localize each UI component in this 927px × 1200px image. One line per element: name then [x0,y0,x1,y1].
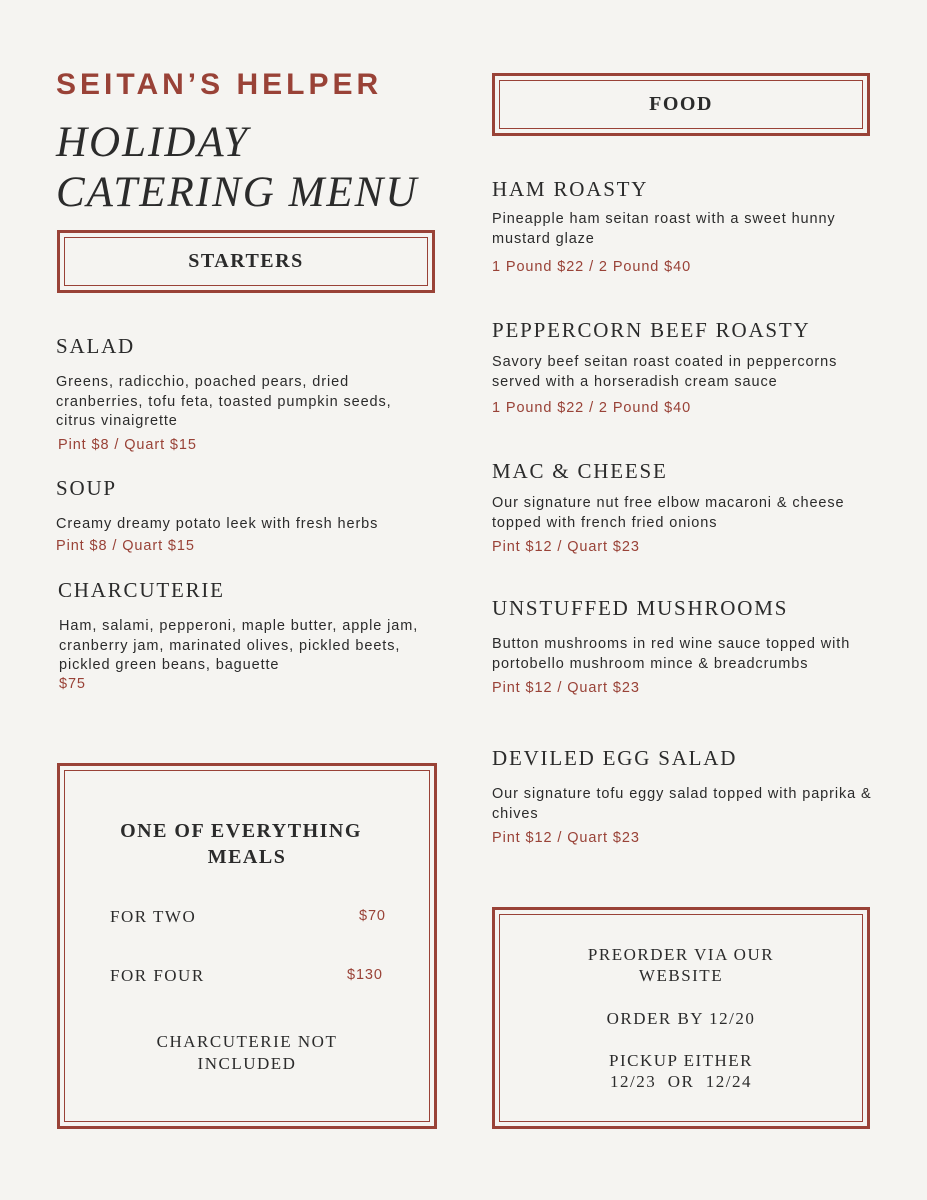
menu-item-charcuterie [58,578,438,692]
item-description: Our signature nut free elbow macaroni & cheese topped with french fried onions [492,495,845,531]
title-line-1: HOLIDAY [56,119,250,166]
meal-option-label: FOR TWO [110,907,197,926]
meals-note-line-2: INCLUDED [197,1054,297,1073]
food-heading-box [492,73,870,136]
item-description: Button mushrooms in red wine sauce topped with portobello mushroom mince & breadcrumbs [492,636,851,672]
brand-name: SEITAN’S HELPER [56,68,383,101]
meals-note [60,1031,434,1075]
meals-heading [60,818,434,870]
title-line-2: CATERING MENU [56,169,419,216]
meal-option-price: $70 [359,908,386,924]
menu-item-unstuffed-mushrooms [492,596,872,696]
item-name: CHARCUTERIE [58,578,225,602]
item-price: 1 Pound $22 / 2 Pound $40 [492,259,692,275]
order-info [495,944,867,1092]
item-name: SOUP [56,476,117,500]
food-heading: FOOD [649,93,713,115]
meal-option-price: $130 [347,967,383,983]
order-line-2: WEBSITE [638,966,724,985]
item-price: Pint $12 / Quart $23 [492,539,640,555]
item-name: PEPPERCORN BEEF ROASTY [492,318,811,342]
item-description: Greens, radicchio, poached pears, dried cranberries, tofu feta, toasted pumpkin seeds, citrus vinaigrette [56,374,392,429]
item-price: Pint $8 / Quart $15 [58,436,197,453]
item-name: DEVILED EGG SALAD [492,746,738,770]
menu-item-peppercorn-beef-roasty [492,318,872,416]
meals-heading-line-2: MEALS [207,846,287,868]
menu-item-salad [56,334,436,453]
item-name: UNSTUFFED MUSHROOMS [492,596,789,620]
item-description: Ham, salami, pepperoni, maple butter, apple jam, cranberry jam, marinated olives, pickled beets, pickled green beans, baguette [59,618,419,673]
item-price: $75 [59,675,86,692]
order-line-4: PICKUP EITHER [608,1051,753,1070]
menu-item-soup [56,476,436,554]
order-info-box [492,907,870,1129]
item-description: Pineapple ham seitan roast with a sweet hunny mustard glaze [492,211,836,247]
item-name: SALAD [56,334,136,358]
item-description: Our signature tofu eggy salad topped with paprika & chives [492,786,872,822]
meals-box [57,763,437,1129]
item-price: Pint $12 / Quart $23 [492,830,640,846]
order-line-1: PREORDER VIA OUR [587,945,775,964]
item-name: MAC & CHEESE [492,459,668,483]
meals-heading-line-1: ONE OF EVERYTHING [120,820,362,842]
page-title [56,118,456,218]
meal-option-label: FOR FOUR [110,966,205,985]
order-pickup-dates: 12/23 OR 12/24 [609,1072,753,1091]
item-description: Savory beef seitan roast coated in peppercorns served with a horseradish cream sauce [492,354,838,390]
item-price: 1 Pound $22 / 2 Pound $40 [492,400,692,416]
menu-item-deviled-egg-salad [492,746,872,846]
item-price: Pint $12 / Quart $23 [492,680,640,696]
starters-heading-box [57,230,435,293]
item-name: HAM ROASTY [492,177,649,201]
meals-note-line-1: CHARCUTERIE NOT [156,1032,338,1051]
menu-item-ham-roasty [492,177,872,275]
item-price: Pint $8 / Quart $15 [56,537,195,554]
item-description: Creamy dreamy potato leek with fresh herbs [56,516,379,532]
starters-heading: STARTERS [188,250,304,272]
order-deadline: ORDER BY 12/20 [606,1009,756,1028]
menu-item-mac-and-cheese [492,459,872,555]
